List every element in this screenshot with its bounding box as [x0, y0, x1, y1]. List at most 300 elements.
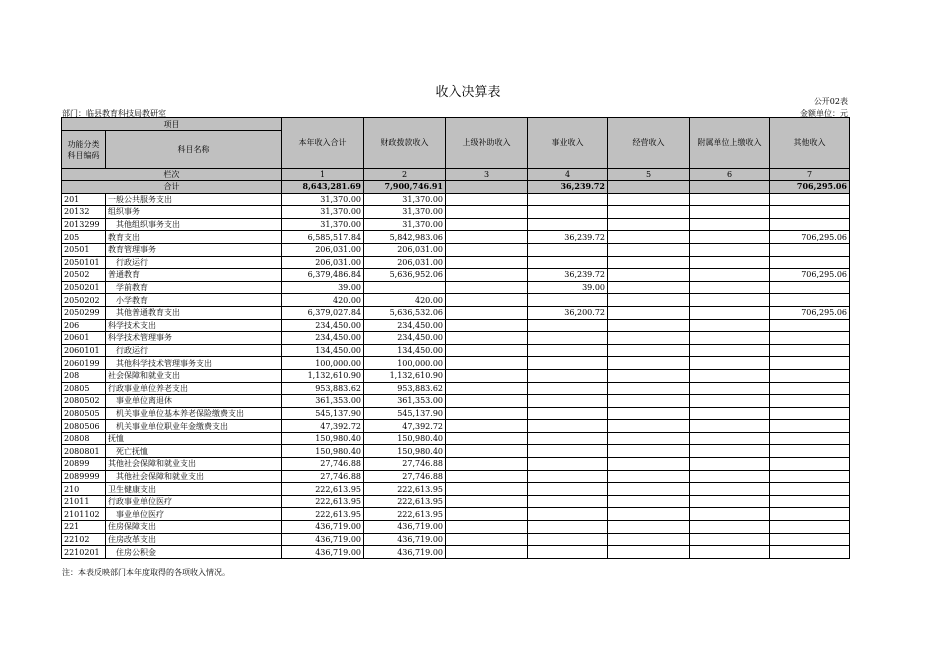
total-value: 36,239.72	[528, 181, 608, 194]
row-value	[690, 495, 770, 508]
row-value: 361,353.00	[364, 395, 446, 408]
row-code: 20808	[62, 432, 106, 445]
row-value	[770, 533, 850, 546]
row-value	[770, 281, 850, 294]
row-value	[446, 407, 528, 420]
row-value	[528, 332, 608, 345]
row-value	[690, 395, 770, 408]
row-code: 208	[62, 369, 106, 382]
row-value	[608, 445, 690, 458]
row-value	[608, 357, 690, 370]
row-value	[770, 470, 850, 483]
row-value	[446, 495, 528, 508]
header-index: 6	[690, 169, 770, 181]
table-row	[62, 495, 850, 508]
row-value	[608, 256, 690, 269]
row-value	[690, 332, 770, 345]
row-value	[446, 243, 528, 256]
row-value	[608, 420, 690, 433]
row-name: 行政事业单位医疗	[106, 495, 282, 508]
row-value	[690, 281, 770, 294]
row-value	[690, 533, 770, 546]
row-code: 2089999	[62, 470, 106, 483]
row-value: 6,379,027.84	[282, 306, 364, 319]
row-value	[608, 243, 690, 256]
row-value: 47,392.72	[282, 420, 364, 433]
total-value	[608, 181, 690, 194]
table-row	[62, 319, 850, 332]
row-value: 234,450.00	[282, 332, 364, 345]
row-value	[446, 193, 528, 206]
row-value	[770, 256, 850, 269]
row-value: 234,450.00	[282, 319, 364, 332]
row-name: 机关事业单位基本养老保险缴费支出	[106, 407, 282, 420]
row-value	[608, 546, 690, 559]
row-name: 卫生健康支出	[106, 483, 282, 496]
row-value: 1,132,610.90	[282, 369, 364, 382]
row-value	[528, 294, 608, 307]
department-label: 部门：临县教育科技局教研室	[62, 109, 166, 118]
row-name: 组织事务	[106, 206, 282, 219]
row-code: 20132	[62, 206, 106, 219]
row-value: 706,295.06	[770, 306, 850, 319]
row-value: 222,613.95	[282, 483, 364, 496]
amount-unit: 金额单位：元	[800, 109, 848, 118]
row-value	[770, 243, 850, 256]
row-value: 150,980.40	[364, 445, 446, 458]
row-value	[690, 319, 770, 332]
header-index: 5	[608, 169, 690, 181]
row-value	[770, 193, 850, 206]
row-value	[770, 395, 850, 408]
row-value	[608, 269, 690, 282]
row-value: 706,295.06	[770, 269, 850, 282]
row-code: 2050201	[62, 281, 106, 294]
row-value	[770, 294, 850, 307]
row-value	[528, 508, 608, 521]
row-value	[770, 508, 850, 521]
row-value	[690, 508, 770, 521]
row-value: 206,031.00	[282, 243, 364, 256]
row-value	[446, 470, 528, 483]
row-value	[608, 458, 690, 471]
row-value	[690, 432, 770, 445]
row-code: 205	[62, 231, 106, 244]
row-value	[608, 395, 690, 408]
row-value	[528, 546, 608, 559]
row-value	[770, 319, 850, 332]
row-value: 150,980.40	[282, 432, 364, 445]
header-col-5: 经营收入	[608, 118, 690, 169]
row-code: 20502	[62, 269, 106, 282]
row-value	[690, 218, 770, 231]
row-code: 206	[62, 319, 106, 332]
table-row	[62, 470, 850, 483]
row-value	[608, 495, 690, 508]
row-value: 206,031.00	[282, 256, 364, 269]
row-name: 行政运行	[106, 256, 282, 269]
row-value	[446, 395, 528, 408]
row-value: 31,370.00	[364, 193, 446, 206]
row-name: 其他普通教育支出	[106, 306, 282, 319]
row-value	[770, 432, 850, 445]
row-value	[528, 218, 608, 231]
row-name: 学前教育	[106, 281, 282, 294]
row-value	[608, 407, 690, 420]
row-name: 行政运行	[106, 344, 282, 357]
row-value	[690, 483, 770, 496]
row-code: 2060199	[62, 357, 106, 370]
row-value	[446, 357, 528, 370]
row-value	[528, 495, 608, 508]
table-row	[62, 243, 850, 256]
row-value: 545,137.90	[282, 407, 364, 420]
row-value	[608, 483, 690, 496]
row-value	[528, 319, 608, 332]
row-value	[446, 546, 528, 559]
row-value	[690, 382, 770, 395]
total-value: 706,295.06	[770, 181, 850, 194]
header-index: 7	[770, 169, 850, 181]
table-row	[62, 306, 850, 319]
row-code: 201	[62, 193, 106, 206]
table-row	[62, 508, 850, 521]
row-value: 36,239.72	[528, 231, 608, 244]
total-label: 合计	[62, 181, 282, 194]
row-value: 222,613.95	[364, 483, 446, 496]
row-value: 234,450.00	[364, 332, 446, 345]
row-value	[770, 495, 850, 508]
row-code: 21011	[62, 495, 106, 508]
row-value	[528, 243, 608, 256]
income-table	[61, 117, 850, 559]
row-value	[446, 332, 528, 345]
row-value: 100,000.00	[282, 357, 364, 370]
row-value: 5,636,532.06	[364, 306, 446, 319]
row-code: 2080505	[62, 407, 106, 420]
table-row	[62, 344, 850, 357]
table-row	[62, 281, 850, 294]
row-value: 6,379,486.84	[282, 269, 364, 282]
row-value	[528, 206, 608, 219]
row-value	[770, 521, 850, 534]
row-value	[446, 344, 528, 357]
total-row	[62, 181, 850, 194]
table-row	[62, 407, 850, 420]
row-value	[446, 420, 528, 433]
row-code: 20501	[62, 243, 106, 256]
row-name: 行政事业单位养老支出	[106, 382, 282, 395]
row-value: 47,392.72	[364, 420, 446, 433]
row-name: 其他社会保障和就业支出	[106, 458, 282, 471]
row-value: 1,132,610.90	[364, 369, 446, 382]
row-value: 6,585,517.84	[282, 231, 364, 244]
row-value	[446, 508, 528, 521]
table-row	[62, 357, 850, 370]
row-value: 100,000.00	[364, 357, 446, 370]
table-row	[62, 231, 850, 244]
row-value	[528, 193, 608, 206]
total-value	[690, 181, 770, 194]
row-value	[446, 206, 528, 219]
header-col-7: 其他收入	[770, 118, 850, 169]
header-col-2: 财政拨款收入	[364, 118, 446, 169]
row-value	[528, 357, 608, 370]
row-value	[608, 432, 690, 445]
row-value	[528, 445, 608, 458]
row-value	[690, 206, 770, 219]
row-value	[608, 382, 690, 395]
row-code: 2050202	[62, 294, 106, 307]
row-value: 706,295.06	[770, 231, 850, 244]
row-value	[608, 231, 690, 244]
row-value: 953,883.62	[364, 382, 446, 395]
row-name: 其他社会保障和就业支出	[106, 470, 282, 483]
row-value	[528, 521, 608, 534]
table-row	[62, 294, 850, 307]
row-value	[528, 483, 608, 496]
row-value	[770, 445, 850, 458]
table-note: 注：本表反映部门本年度取得的各项收入情况。	[62, 568, 230, 577]
row-value: 31,370.00	[364, 218, 446, 231]
header-index-label: 栏次	[62, 169, 282, 181]
row-value	[446, 369, 528, 382]
row-value	[690, 306, 770, 319]
row-value	[446, 521, 528, 534]
total-value	[446, 181, 528, 194]
total-value: 7,900,746.91	[364, 181, 446, 194]
row-value	[528, 344, 608, 357]
row-value: 27,746.88	[282, 458, 364, 471]
table-row	[62, 218, 850, 231]
row-value	[446, 458, 528, 471]
header-index: 1	[282, 169, 364, 181]
row-value	[528, 533, 608, 546]
row-code: 2050299	[62, 306, 106, 319]
row-value: 36,239.72	[528, 269, 608, 282]
row-value	[690, 231, 770, 244]
row-value: 39.00	[528, 281, 608, 294]
row-value	[528, 382, 608, 395]
row-code: 22102	[62, 533, 106, 546]
row-name: 住房改革支出	[106, 533, 282, 546]
row-name: 普通教育	[106, 269, 282, 282]
row-value: 436,719.00	[282, 546, 364, 559]
row-name: 一般公共服务支出	[106, 193, 282, 206]
row-value: 39.00	[282, 281, 364, 294]
row-value	[770, 344, 850, 357]
row-name: 住房保障支出	[106, 521, 282, 534]
row-name: 事业单位离退休	[106, 395, 282, 408]
row-value	[446, 445, 528, 458]
row-value: 436,719.00	[364, 546, 446, 559]
row-value	[446, 483, 528, 496]
row-value: 420.00	[282, 294, 364, 307]
row-name: 其他组织事务支出	[106, 218, 282, 231]
row-value	[608, 281, 690, 294]
table-row	[62, 193, 850, 206]
row-value: 436,719.00	[364, 521, 446, 534]
row-value: 436,719.00	[282, 521, 364, 534]
row-value: 27,746.88	[282, 470, 364, 483]
header-name: 科目名称	[106, 131, 282, 169]
row-value	[770, 420, 850, 433]
row-value: 420.00	[364, 294, 446, 307]
row-name: 抚恤	[106, 432, 282, 445]
row-name: 死亡抚恤	[106, 445, 282, 458]
table-row	[62, 395, 850, 408]
row-value: 150,980.40	[282, 445, 364, 458]
table-row	[62, 206, 850, 219]
row-value	[690, 344, 770, 357]
row-code: 221	[62, 521, 106, 534]
row-value	[528, 407, 608, 420]
row-value: 953,883.62	[282, 382, 364, 395]
table-row	[62, 420, 850, 433]
row-value	[608, 294, 690, 307]
header-index: 4	[528, 169, 608, 181]
row-code: 210	[62, 483, 106, 496]
row-value: 222,613.95	[282, 508, 364, 521]
row-value	[770, 357, 850, 370]
row-value	[446, 432, 528, 445]
row-name: 事业单位医疗	[106, 508, 282, 521]
row-value	[690, 407, 770, 420]
row-value: 206,031.00	[364, 243, 446, 256]
form-number: 公开02表	[813, 97, 848, 106]
row-code: 2101102	[62, 508, 106, 521]
row-value	[770, 458, 850, 471]
header-index: 2	[364, 169, 446, 181]
row-value	[608, 218, 690, 231]
row-value	[690, 420, 770, 433]
row-value	[446, 281, 528, 294]
row-value: 436,719.00	[364, 533, 446, 546]
row-name: 科学技术管理事务	[106, 332, 282, 345]
row-value	[446, 382, 528, 395]
table-row	[62, 432, 850, 445]
table-row	[62, 458, 850, 471]
row-value: 31,370.00	[282, 218, 364, 231]
row-value	[770, 483, 850, 496]
row-value	[690, 256, 770, 269]
page-title: 收入决算表	[435, 85, 501, 100]
row-value: 545,137.90	[364, 407, 446, 420]
header-col-1: 本年收入合计	[282, 118, 364, 169]
row-value: 436,719.00	[282, 533, 364, 546]
row-value	[446, 533, 528, 546]
table-row	[62, 546, 850, 559]
row-value	[608, 521, 690, 534]
row-value: 31,370.00	[364, 206, 446, 219]
row-value	[690, 521, 770, 534]
row-code: 2013299	[62, 218, 106, 231]
row-value	[528, 369, 608, 382]
row-value	[690, 470, 770, 483]
row-value	[528, 420, 608, 433]
row-value	[608, 193, 690, 206]
row-value: 31,370.00	[282, 193, 364, 206]
row-value	[690, 357, 770, 370]
row-value	[608, 319, 690, 332]
row-code: 20601	[62, 332, 106, 345]
row-value	[364, 281, 446, 294]
row-value: 222,613.95	[282, 495, 364, 508]
row-name: 机关事业单位职业年金缴费支出	[106, 420, 282, 433]
header-code: 功能分类科目编码	[62, 131, 106, 169]
row-value	[770, 206, 850, 219]
table-row	[62, 382, 850, 395]
row-value	[608, 206, 690, 219]
header-col-4: 事业收入	[528, 118, 608, 169]
row-value: 27,746.88	[364, 458, 446, 471]
row-value	[446, 319, 528, 332]
row-value: 5,842,983.06	[364, 231, 446, 244]
row-value	[528, 395, 608, 408]
row-name: 小学教育	[106, 294, 282, 307]
row-value	[690, 243, 770, 256]
row-value	[446, 256, 528, 269]
row-code: 2080506	[62, 420, 106, 433]
row-value	[608, 344, 690, 357]
row-value: 222,613.95	[364, 508, 446, 521]
row-value: 27,746.88	[364, 470, 446, 483]
row-value	[608, 332, 690, 345]
row-value: 361,353.00	[282, 395, 364, 408]
row-value	[690, 458, 770, 471]
row-value	[446, 294, 528, 307]
row-name: 其他科学技术管理事务支出	[106, 357, 282, 370]
row-name: 教育支出	[106, 231, 282, 244]
row-value	[770, 332, 850, 345]
header-col-6: 附属单位上缴收入	[690, 118, 770, 169]
row-value	[690, 546, 770, 559]
row-code: 2080801	[62, 445, 106, 458]
table-row	[62, 369, 850, 382]
row-value	[528, 256, 608, 269]
table-row	[62, 256, 850, 269]
row-code: 2050101	[62, 256, 106, 269]
row-value	[608, 533, 690, 546]
row-value	[770, 369, 850, 382]
row-value: 134,450.00	[282, 344, 364, 357]
row-value	[528, 470, 608, 483]
row-value	[690, 369, 770, 382]
row-code: 2060101	[62, 344, 106, 357]
row-value	[528, 432, 608, 445]
row-value: 234,450.00	[364, 319, 446, 332]
row-value: 36,200.72	[528, 306, 608, 319]
row-value	[690, 445, 770, 458]
row-value	[446, 231, 528, 244]
row-value	[770, 218, 850, 231]
row-value	[608, 470, 690, 483]
row-value	[528, 458, 608, 471]
table-row	[62, 332, 850, 345]
row-value	[608, 508, 690, 521]
row-value	[770, 382, 850, 395]
header-index: 3	[446, 169, 528, 181]
row-value: 222,613.95	[364, 495, 446, 508]
row-value	[608, 369, 690, 382]
table-row	[62, 483, 850, 496]
row-code: 20899	[62, 458, 106, 471]
header-col-3: 上级补助收入	[446, 118, 528, 169]
row-name: 住房公积金	[106, 546, 282, 559]
row-value	[690, 294, 770, 307]
row-value	[770, 546, 850, 559]
table-row	[62, 269, 850, 282]
